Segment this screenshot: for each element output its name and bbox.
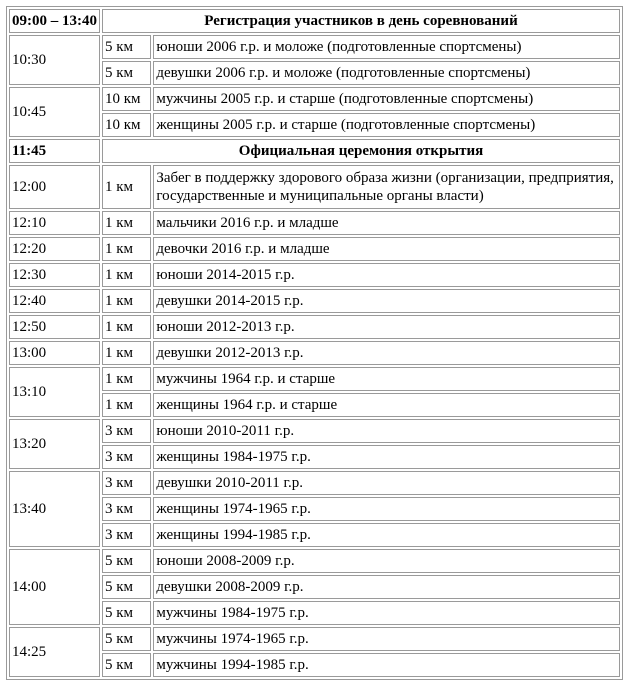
start-time: 12:50 <box>9 315 100 339</box>
start-time: 12:10 <box>9 211 100 235</box>
schedule-row <box>9 61 620 85</box>
schedule-row <box>9 113 620 137</box>
participant-category: девочки 2016 г.р. и младше <box>153 237 620 261</box>
schedule-row <box>9 575 620 599</box>
schedule-row <box>9 87 620 111</box>
schedule-row <box>9 237 620 261</box>
participant-category: девушки 2012-2013 г.р. <box>153 341 620 365</box>
distance: 1 км <box>102 263 151 287</box>
distance: 5 км <box>102 61 151 85</box>
participant-category: Забег в поддержку здорового образа жизни (организации, предприятия, государственные и муниципальные органы власти) <box>153 165 620 209</box>
schedule-row <box>9 393 620 417</box>
schedule-row <box>9 211 620 235</box>
participant-category: женщины 2005 г.р. и старше (подготовленные спортсмены) <box>153 113 620 137</box>
distance: 1 км <box>102 341 151 365</box>
distance: 5 км <box>102 549 151 573</box>
participant-category: мальчики 2016 г.р. и младше <box>153 211 620 235</box>
schedule-row <box>9 549 620 573</box>
start-time: 13:10 <box>9 367 100 417</box>
distance: 3 км <box>102 523 151 547</box>
start-time: 13:20 <box>9 419 100 469</box>
schedule-row <box>9 497 620 521</box>
ceremony-title: Официальная церемония открытия <box>102 139 620 163</box>
distance: 5 км <box>102 627 151 651</box>
schedule-row <box>9 523 620 547</box>
registration-title: Регистрация участников в день соревнований <box>102 9 620 33</box>
distance: 10 км <box>102 87 151 111</box>
distance: 1 км <box>102 237 151 261</box>
participant-category: мужчины 1974-1965 г.р. <box>153 627 620 651</box>
start-time: 12:40 <box>9 289 100 313</box>
distance: 5 км <box>102 35 151 59</box>
participant-category: женщины 1984-1975 г.р. <box>153 445 620 469</box>
schedule-row <box>9 35 620 59</box>
participant-category: женщины 1964 г.р. и старше <box>153 393 620 417</box>
participant-category: юноши 2008-2009 г.р. <box>153 549 620 573</box>
schedule-row <box>9 653 620 677</box>
distance: 3 км <box>102 471 151 495</box>
start-time: 10:45 <box>9 87 100 137</box>
registration-time: 09:00 – 13:40 <box>9 9 100 33</box>
distance: 5 км <box>102 575 151 599</box>
ceremony-time: 11:45 <box>9 139 100 163</box>
schedule-row <box>9 471 620 495</box>
schedule-row <box>9 315 620 339</box>
distance: 10 км <box>102 113 151 137</box>
ceremony-row <box>9 139 620 163</box>
distance: 5 км <box>102 653 151 677</box>
start-time: 12:30 <box>9 263 100 287</box>
participant-category: девушки 2010-2011 г.р. <box>153 471 620 495</box>
schedule-row <box>9 601 620 625</box>
participant-category: мужчины 2005 г.р. и старше (подготовленные спортсмены) <box>153 87 620 111</box>
schedule-row <box>9 165 620 209</box>
participant-category: юноши 2012-2013 г.р. <box>153 315 620 339</box>
distance: 3 км <box>102 419 151 443</box>
distance: 1 км <box>102 211 151 235</box>
participant-category: юноши 2006 г.р. и моложе (подготовленные спортсмены) <box>153 35 620 59</box>
schedule-row <box>9 627 620 651</box>
start-time: 14:00 <box>9 549 100 625</box>
participant-category: женщины 1994-1985 г.р. <box>153 523 620 547</box>
distance: 1 км <box>102 393 151 417</box>
participant-category: девушки 2006 г.р. и моложе (подготовленные спортсмены) <box>153 61 620 85</box>
start-time: 13:00 <box>9 341 100 365</box>
schedule-row <box>9 367 620 391</box>
distance: 1 км <box>102 367 151 391</box>
distance: 3 км <box>102 445 151 469</box>
registration-row <box>9 9 620 33</box>
participant-category: мужчины 1964 г.р. и старше <box>153 367 620 391</box>
start-time: 14:25 <box>9 627 100 677</box>
distance: 3 км <box>102 497 151 521</box>
start-time: 10:30 <box>9 35 100 85</box>
distance: 1 км <box>102 289 151 313</box>
participant-category: мужчины 1994-1985 г.р. <box>153 653 620 677</box>
schedule-row <box>9 419 620 443</box>
distance: 1 км <box>102 165 151 209</box>
start-time: 12:20 <box>9 237 100 261</box>
schedule-table <box>6 6 623 680</box>
participant-category: юноши 2010-2011 г.р. <box>153 419 620 443</box>
schedule-row <box>9 289 620 313</box>
participant-category: женщины 1974-1965 г.р. <box>153 497 620 521</box>
schedule-row <box>9 341 620 365</box>
distance: 5 км <box>102 601 151 625</box>
participant-category: девушки 2014-2015 г.р. <box>153 289 620 313</box>
participant-category: юноши 2014-2015 г.р. <box>153 263 620 287</box>
schedule-body <box>9 9 620 677</box>
schedule-row <box>9 263 620 287</box>
participant-category: мужчины 1984-1975 г.р. <box>153 601 620 625</box>
start-time: 13:40 <box>9 471 100 547</box>
schedule-container <box>6 6 623 680</box>
participant-category: девушки 2008-2009 г.р. <box>153 575 620 599</box>
schedule-row <box>9 445 620 469</box>
start-time: 12:00 <box>9 165 100 209</box>
distance: 1 км <box>102 315 151 339</box>
